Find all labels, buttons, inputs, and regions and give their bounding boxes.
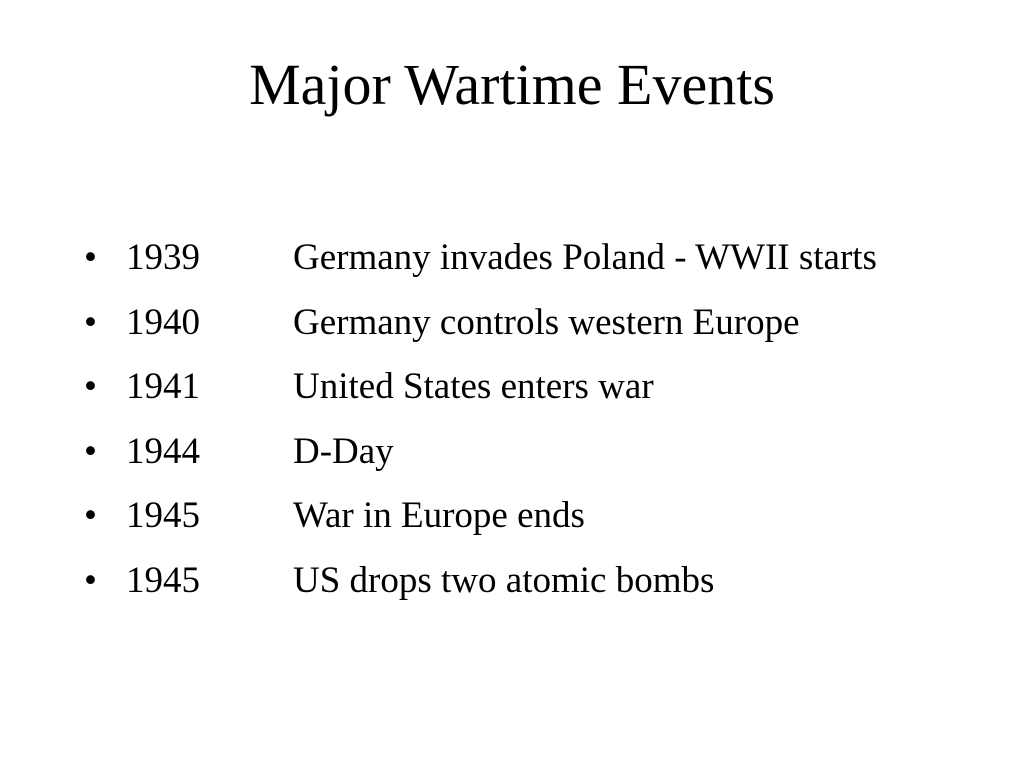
list-item: [84, 490, 877, 555]
list-item: [84, 555, 877, 620]
event-description: Germany controls western Europe: [293, 301, 800, 343]
bullet-icon: •: [84, 366, 97, 407]
event-year: 1941: [126, 366, 200, 407]
event-year: 1945: [126, 495, 200, 536]
bullet-icon: •: [84, 495, 97, 536]
bullet-icon: •: [84, 237, 97, 278]
event-description: War in Europe ends: [293, 495, 585, 536]
event-year: 1945: [126, 559, 200, 601]
list-item: [84, 361, 877, 426]
event-description: Germany invades Poland - WWII starts: [293, 237, 877, 278]
list-item: [84, 297, 877, 362]
bullet-icon: •: [84, 559, 97, 601]
event-description: D-Day: [293, 430, 394, 472]
event-year: 1944: [126, 430, 200, 472]
list-item: [84, 426, 877, 491]
bullet-icon: •: [84, 301, 97, 343]
list-item: [84, 232, 877, 297]
event-description: United States enters war: [293, 366, 654, 407]
bullet-list: [84, 232, 877, 619]
slide-title: Major Wartime Events: [249, 52, 775, 117]
event-year: 1939: [126, 237, 200, 278]
bullet-icon: •: [84, 430, 97, 472]
event-description: US drops two atomic bombs: [293, 559, 715, 601]
event-year: 1940: [126, 301, 200, 343]
